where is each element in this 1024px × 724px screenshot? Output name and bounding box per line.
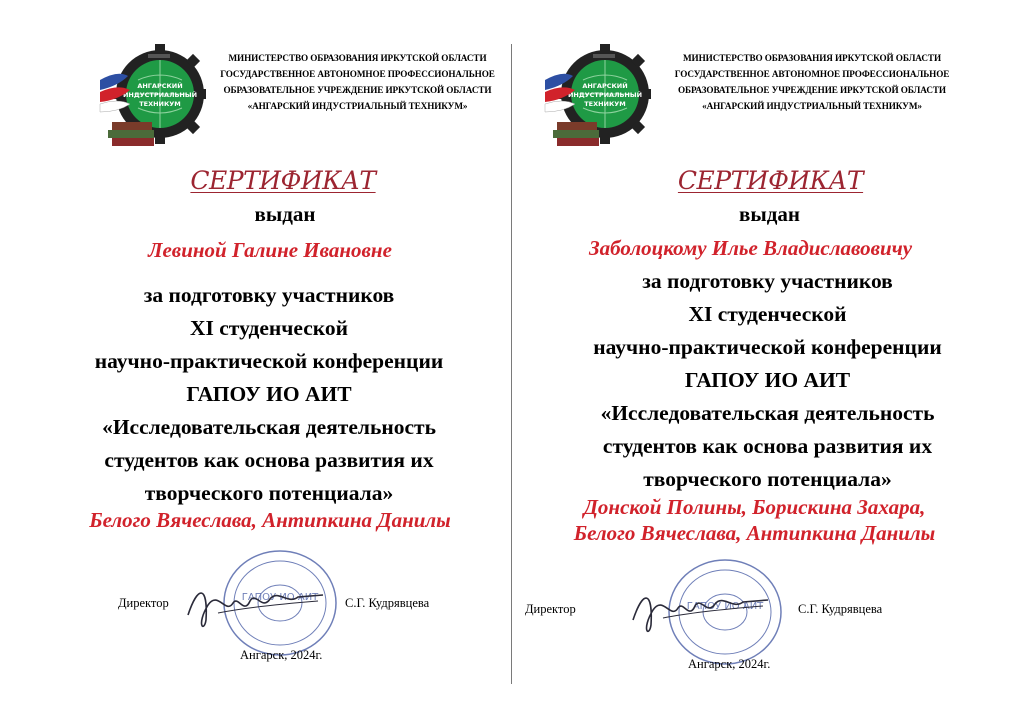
stamp-text: ГАПОУ ИО АИТ — [241, 592, 319, 603]
institution-header — [215, 50, 500, 114]
students-line: Белого Вячеслава, Антипкина Данилы — [573, 521, 936, 545]
issued-label: выдан — [739, 202, 800, 226]
students-list — [512, 494, 997, 546]
signature-label: Директор — [118, 596, 169, 610]
technikum-logo-icon — [98, 40, 208, 152]
header-line: ГОСУДАРСТВЕННОЕ АВТОНОМНОЕ ПРОФЕССИОНАЛЬНОЕ — [220, 69, 495, 79]
city-year: Ангарск, 2024г. — [240, 648, 323, 662]
body-line: научно-практической конференции — [593, 335, 942, 359]
header-line: «АНГАРСКИЙ ИНДУСТРИАЛЬНЫЙ ТЕХНИКУМ» — [247, 101, 468, 111]
certificate-title: СЕРТИФИКАТ — [677, 166, 864, 195]
body-line: ГАПОУ ИО АИТ — [186, 382, 352, 406]
certificate-body — [44, 279, 494, 510]
director-signature-icon — [623, 580, 773, 640]
certificate-right — [515, 0, 1000, 724]
signature-label: Директор — [525, 602, 576, 616]
body-line: XI студенческой — [189, 316, 348, 340]
certificate-title: СЕРТИФИКАТ — [190, 166, 376, 195]
students-line: Донской Полины, Борискина Захара, — [583, 495, 926, 519]
students-list — [45, 507, 495, 533]
body-line: творческого потенциала» — [144, 481, 394, 505]
header-line: ГОСУДАРСТВЕННОЕ АВТОНОМНОЕ ПРОФЕССИОНАЛЬНОЕ — [674, 69, 950, 79]
header-line: ОБРАЗОВАТЕЛЬНОЕ УЧРЕЖДЕНИЕ ИРКУТСКОЙ ОБЛАСТИ — [678, 85, 946, 95]
body-line: за подготовку участников — [143, 283, 395, 307]
body-line: ГАПОУ ИО АИТ — [684, 368, 851, 392]
body-line: за подготовку участников — [642, 269, 893, 293]
svg-text:ИНДУСТРИАЛЬНЫЙ: ИНДУСТРИАЛЬНЫЙ — [567, 91, 643, 99]
director-signature-icon — [178, 575, 328, 635]
body-line: студентов как основа развития их — [104, 448, 434, 472]
body-line: творческого потенциала» — [643, 467, 892, 491]
students-line: Белого Вячеслава, Антипкина Данилы — [89, 508, 451, 532]
city-year: Ангарск, 2024г. — [688, 657, 771, 671]
signature-name: С.Г. Кудрявцева — [345, 596, 430, 610]
signature-name: С.Г. Кудрявцева — [798, 602, 883, 616]
certificate-left — [60, 0, 510, 724]
body-line: научно-практической конференции — [94, 349, 444, 373]
svg-text:АНГАРСКИЙ: АНГАРСКИЙ — [137, 82, 183, 90]
body-line: XI студенческой — [688, 302, 847, 326]
svg-text:ИНДУСТРИАЛЬНЫЙ: ИНДУСТРИАЛЬНЫЙ — [122, 91, 198, 99]
certificate-body — [525, 265, 1010, 496]
body-line: студентов как основа развития их — [602, 434, 933, 458]
svg-text:АНГАРСКИЙ: АНГАРСКИЙ — [582, 82, 628, 90]
header-line: МИНИСТЕРСТВО ОБРАЗОВАНИЯ ИРКУТСКОЙ ОБЛАСТИ — [228, 53, 487, 63]
header-line: «АНГАРСКИЙ ИНДУСТРИАЛЬНЫЙ ТЕХНИКУМ» — [702, 101, 922, 111]
recipient-name: Заболоцкому Илье Владиславовичу — [588, 236, 913, 260]
body-line: «Исследовательская деятельность — [600, 401, 935, 425]
header-line: ОБРАЗОВАТЕЛЬНОЕ УЧРЕЖДЕНИЕ ИРКУТСКОЙ ОБЛАСТИ — [223, 85, 492, 95]
issued-label: выдан — [254, 202, 316, 226]
stamp-text: ГАПОУ ИО АИТ — [686, 601, 764, 612]
recipient-name: Левиной Галине Ивановне — [148, 238, 392, 262]
institution-header — [662, 50, 962, 114]
svg-text:ТЕХНИКУМ: ТЕХНИКУМ — [139, 100, 181, 108]
technikum-logo-icon — [543, 40, 653, 152]
header-line: МИНИСТЕРСТВО ОБРАЗОВАНИЯ ИРКУТСКОЙ ОБЛАСТИ — [682, 53, 941, 63]
body-line: «Исследовательская деятельность — [102, 415, 436, 439]
page-divider — [511, 44, 512, 684]
svg-text:ТЕХНИКУМ: ТЕХНИКУМ — [584, 100, 626, 108]
